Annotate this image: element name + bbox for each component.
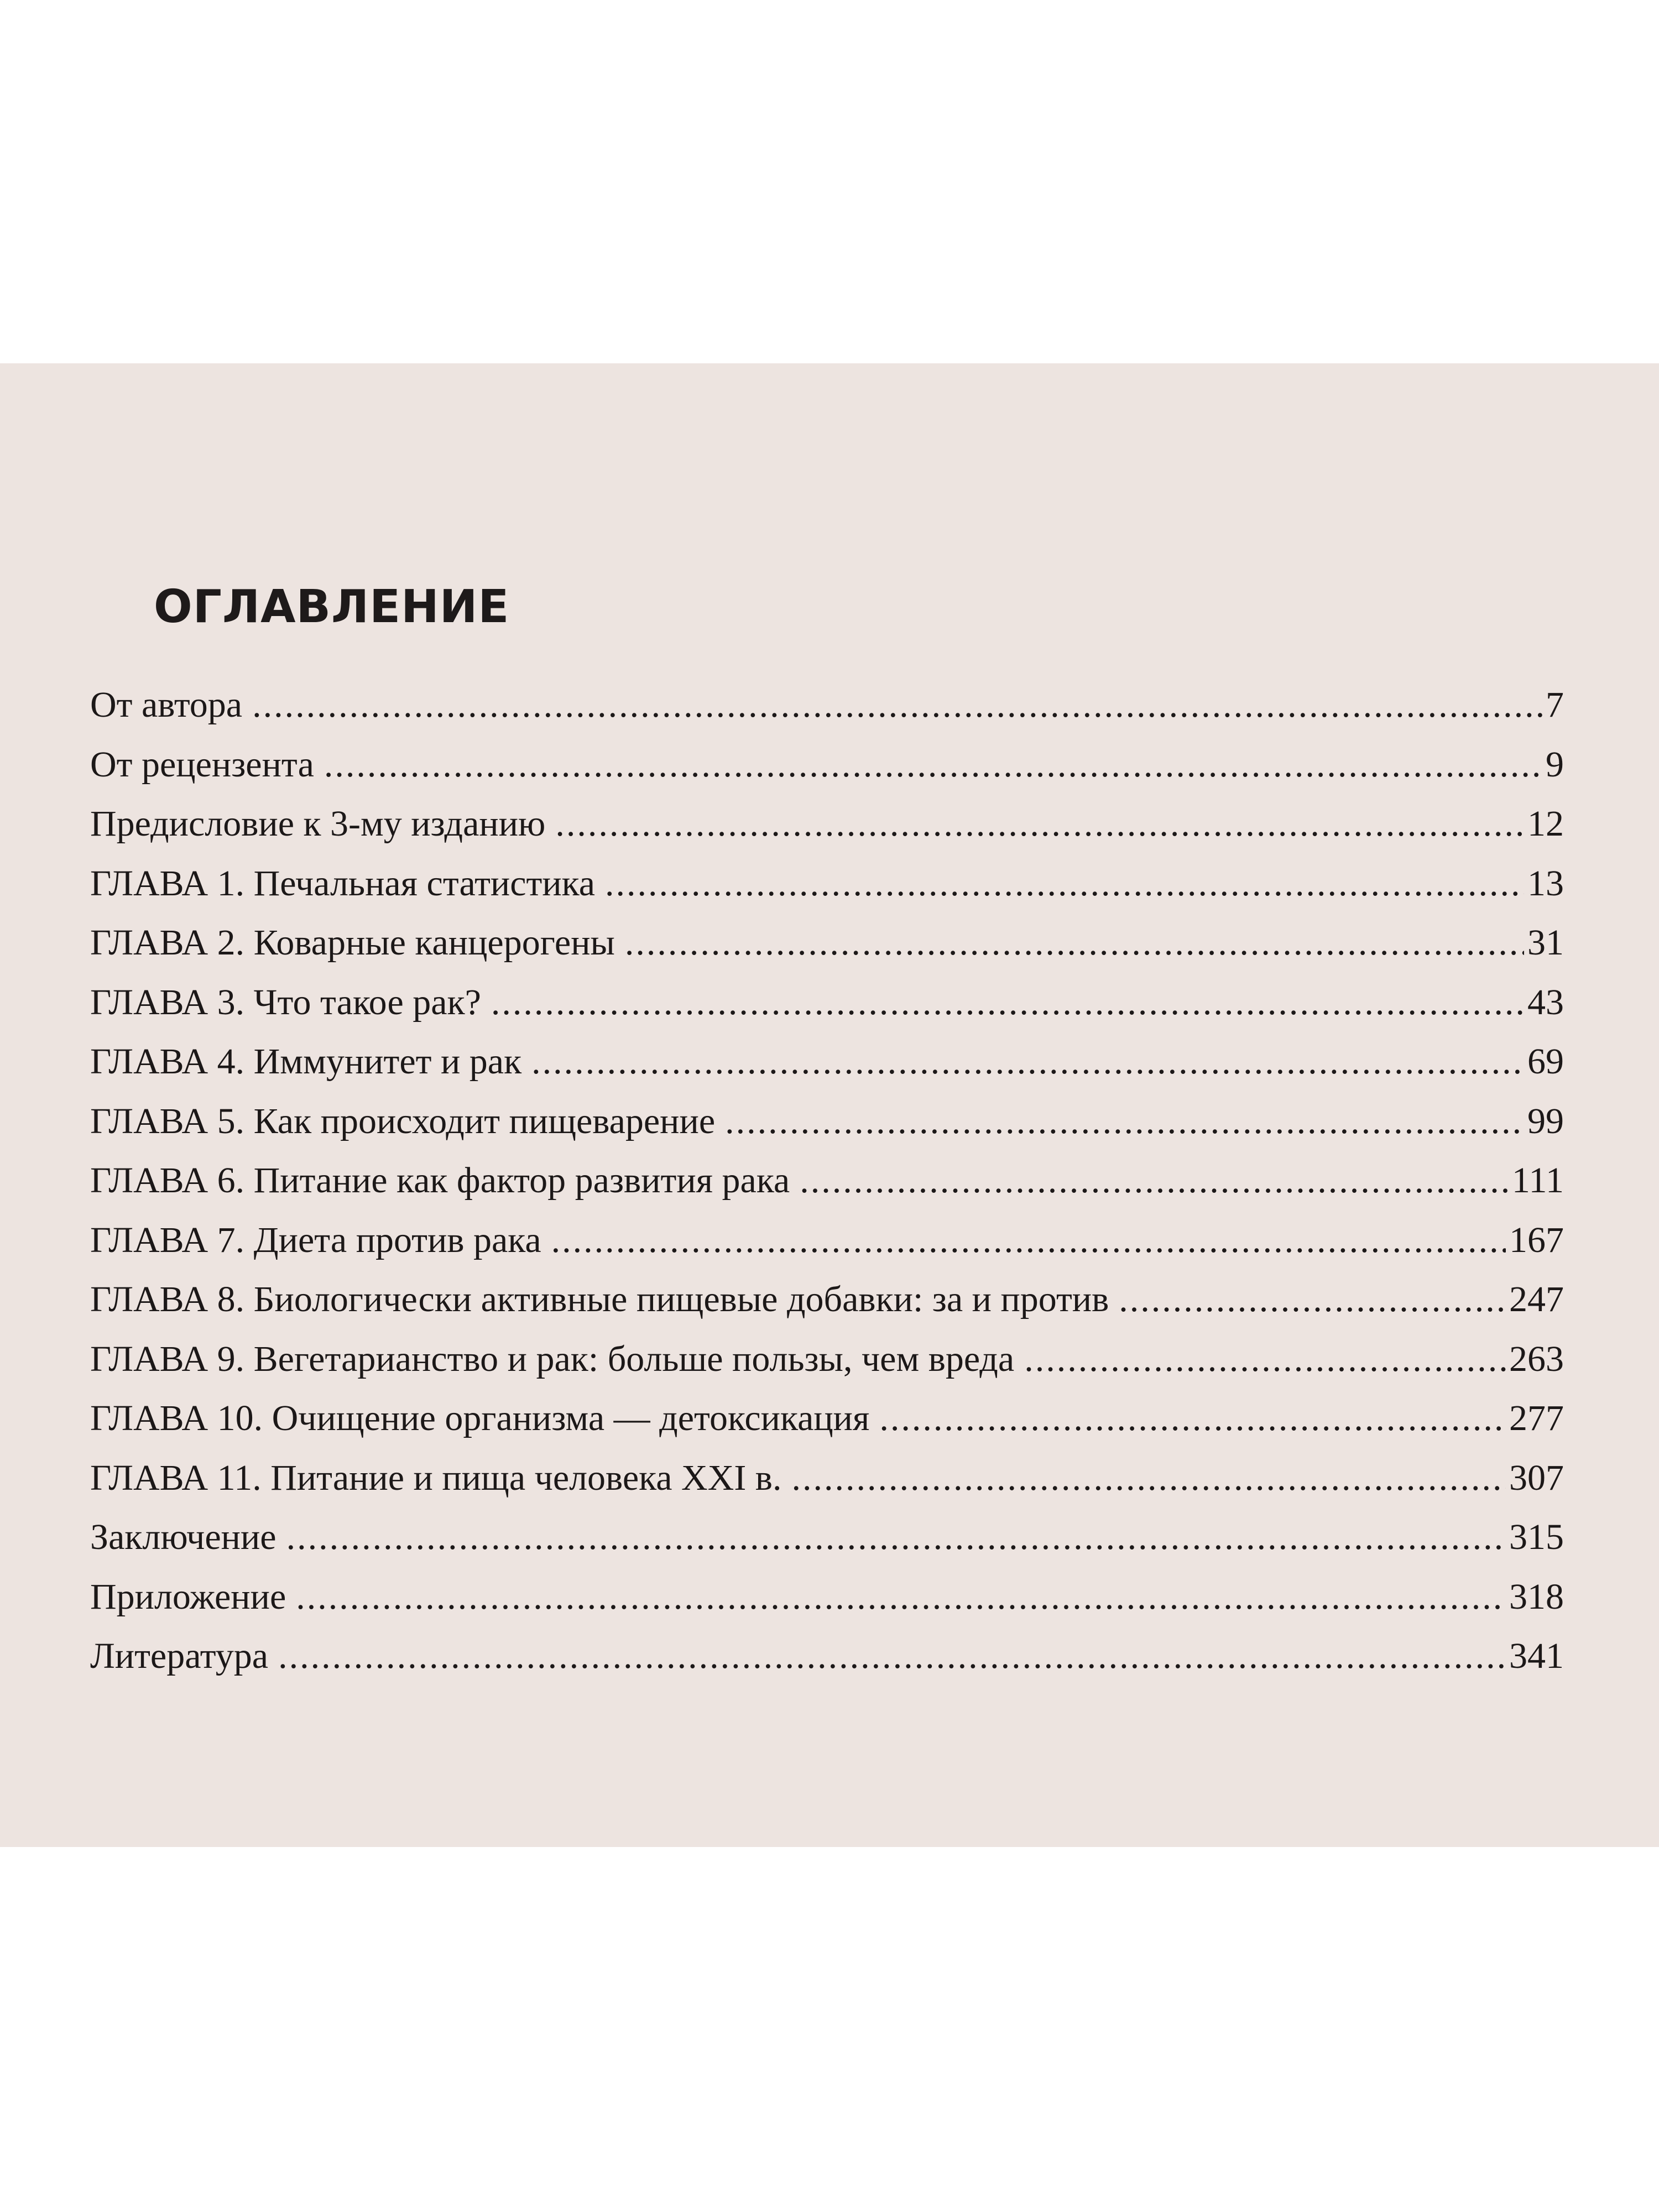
toc-entry	[90, 1507, 1564, 1567]
toc-entry-title: ГЛАВА 5. Как происходит пищеварение	[90, 1100, 716, 1141]
toc-entry	[90, 1567, 1564, 1627]
toc-dot-leader	[286, 1507, 1506, 1567]
toc-dot-leader	[605, 854, 1524, 914]
toc-dot-leader	[324, 735, 1542, 795]
toc-entry-page: 7	[1546, 685, 1564, 725]
toc-entry-title: ГЛАВА 11. Питание и пища человека XXI в.	[90, 1457, 782, 1498]
toc-entry-page: 31	[1527, 922, 1564, 963]
toc-entry-page: 9	[1546, 744, 1564, 785]
toc-entry-title: ГЛАВА 10. Очищение организма — детоксикация	[90, 1398, 870, 1438]
toc-entry-page: 69	[1527, 1041, 1564, 1082]
toc-entry-title: ГЛАВА 2. Коварные канцерогены	[90, 922, 615, 963]
toc-entry-title: От рецензента	[90, 744, 314, 785]
toc-entry-title: От автора	[90, 685, 243, 725]
toc-dot-leader	[555, 794, 1524, 854]
toc-entry	[90, 735, 1564, 795]
toc-entry-page: 12	[1527, 804, 1564, 844]
toc-heading: ОГЛАВЛЕНИЕ	[154, 581, 510, 633]
toc-entry-title: ГЛАВА 8. Биологически активные пищевые добавки: за и против	[90, 1279, 1109, 1319]
toc-entry-page: 263	[1509, 1338, 1564, 1379]
toc-entry-title: Заключение	[90, 1517, 276, 1557]
toc-entry-page: 318	[1509, 1576, 1564, 1617]
toc-dot-leader	[296, 1567, 1506, 1627]
toc-entry	[90, 1448, 1564, 1508]
toc-entry	[90, 854, 1564, 914]
toc-entry-title: ГЛАВА 7. Диета против рака	[90, 1219, 541, 1260]
toc-entry-page: 13	[1527, 863, 1564, 904]
toc-entry	[90, 1329, 1564, 1389]
toc-entry	[90, 1151, 1564, 1211]
toc-dot-leader	[551, 1211, 1506, 1270]
toc-entry-page: 277	[1509, 1398, 1564, 1438]
toc-dot-leader	[1024, 1329, 1506, 1389]
toc-entry-page: 341	[1509, 1636, 1564, 1676]
toc-dot-leader	[1119, 1270, 1506, 1329]
toc-entry-title: Литература	[90, 1636, 269, 1676]
toc-dot-leader	[531, 1032, 1524, 1092]
toc-entry	[90, 1270, 1564, 1329]
toc-entry-page: 111	[1511, 1160, 1564, 1201]
toc-entry	[90, 1032, 1564, 1092]
toc-entry	[90, 913, 1564, 973]
toc-entry	[90, 1626, 1564, 1686]
toc-entry-page: 247	[1509, 1279, 1564, 1319]
toc-entry-title: Предисловие к 3-му изданию	[90, 804, 546, 844]
toc-entry-title: ГЛАВА 1. Печальная статистика	[90, 863, 596, 904]
toc-entry	[90, 675, 1564, 735]
table-of-contents	[90, 675, 1564, 1686]
toc-dot-leader	[491, 973, 1524, 1032]
toc-entry	[90, 794, 1564, 854]
toc-dot-leader	[800, 1151, 1509, 1211]
toc-dot-leader	[879, 1389, 1506, 1448]
toc-entry-page: 307	[1509, 1457, 1564, 1498]
toc-dot-leader	[252, 675, 1542, 735]
toc-entry-title: ГЛАВА 3. Что такое рак?	[90, 982, 481, 1022]
toc-entry-page: 99	[1527, 1100, 1564, 1141]
toc-entry-title: ГЛАВА 4. Иммунитет и рак	[90, 1041, 522, 1082]
toc-entry-title: Приложение	[90, 1576, 286, 1617]
toc-entry-title: ГЛАВА 6. Питание как фактор развития рака	[90, 1160, 790, 1201]
toc-dot-leader	[278, 1626, 1506, 1686]
toc-entry	[90, 1389, 1564, 1448]
toc-entry-title: ГЛАВА 9. Вегетарианство и рак: больше пользы, чем вреда	[90, 1338, 1015, 1379]
toc-dot-leader	[725, 1092, 1524, 1151]
toc-dot-leader	[625, 913, 1524, 973]
toc-entry	[90, 1211, 1564, 1270]
toc-entry-page: 43	[1527, 982, 1564, 1022]
toc-entry-page: 315	[1509, 1517, 1564, 1557]
toc-entry-page: 167	[1509, 1219, 1564, 1260]
toc-entry	[90, 1092, 1564, 1151]
toc-entry	[90, 973, 1564, 1032]
toc-dot-leader	[791, 1448, 1506, 1508]
